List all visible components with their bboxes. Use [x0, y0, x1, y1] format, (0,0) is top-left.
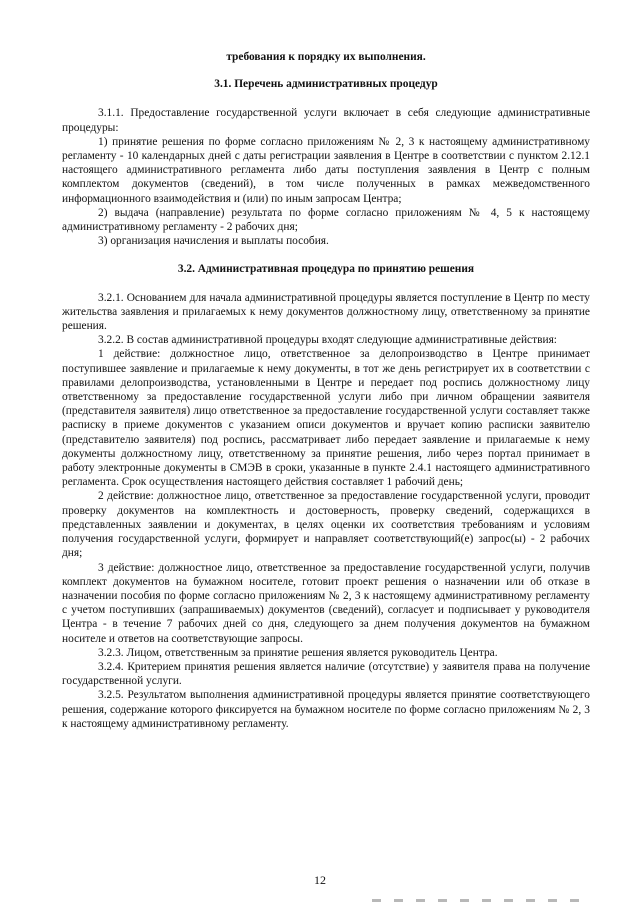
scan-edge-marks	[372, 899, 592, 902]
paragraph-3-2-2: 3.2.2. В состав административной процедуры входят следующие административные действия:	[98, 334, 557, 347]
page-number: 12	[314, 873, 326, 887]
paragraph-3-1-1: 3.1.1. Предоставление государственной услуги включает в себя следующие административные процедуры:	[62, 107, 590, 134]
action-2: 2 действие: должностное лицо, ответственное за предоставление государственной услуги, проводит проверку документов на комплектность и достоверность, проверку сведений, содержащихся в представленных заявлении и документах, в целях оценки их соответствия требованиям и условиям получения государственной услуги, формирует и направляет соответствующий(е) запрос(ы) - 2 рабочих дня;	[62, 490, 590, 560]
paragraph-3-2-3: 3.2.3. Лицом, ответственным за принятие решения является руководитель Центра.	[98, 646, 498, 659]
top-heading: требования к порядку их выполнения.	[226, 51, 426, 63]
section-2-body	[62, 291, 590, 731]
list-item-3: 3) организация начисления и выплаты пособия.	[98, 235, 329, 248]
paragraph-3-2-1: 3.2.1. Основанием для начала административной процедуры является поступление в Центр по месту жительства заявления и прилагаемых к нему документов должностному лицу, ответственному за принятие решения.	[62, 291, 590, 333]
list-item-1: 1) принятие решения по форме согласно приложениям № 2, 3 к настоящему административному регламенту - 10 календарных дней с даты регистрации заявления в Центре в соответствии с пунктом 2.12.1 настоящего административного регламента либо даты поступления заявления в Центр с полным комплектом документов (сведений), в том числе полученных в рамках межведомственного информационного взаимодействия и (или) по иным запросам Центра;	[62, 135, 590, 205]
section-1-title: 3.1. Перечень административных процедур	[214, 78, 438, 91]
section-1-body	[62, 106, 590, 248]
action-1: 1 действие: должностное лицо, ответственное за делопроизводство в Центре принимает поступившее заявление и прилагаемые к нему документы, в тот же день регистрирует их в соответствии с правилами делопроизводства, установленными в Центре и передает под роспись должностному лицу ответственному за предоставление государственной услуги либо при личном обращении заявителя (представителя заявителя) лицо ответственное за предоставление государственной услуги составляет также расписку в приеме документов с указанием описи документов и вручает копию расписки заявителю (представителю заявителя) под роспись, рассматривает либо передает заявление и прилагаемые к нему документы должностному лицу, ответственному за принятие решения, либо через портал принимает в работу электронные документы в СМЭВ в сроки, указанные в пункте 2.4.1 настоящего административного регламента. Срок осуществления настоящего действия составляет 1 рабочий день;	[62, 348, 590, 489]
section-2-title: 3.2. Административная процедура по принятию решения	[177, 263, 475, 276]
list-item-2: 2) выдача (направление) результата по форме согласно приложениям № 4, 5 к настоящему административному регламенту - 2 рабочих дня;	[62, 206, 590, 234]
document-page	[62, 50, 590, 731]
paragraph-3-2-5: 3.2.5. Результатом выполнения административной процедуры является принятие соответствующего решения, содержание которого фиксируется на бумажном носителе по форме согласно приложениям № 2, 3 к настоящему административному регламенту.	[62, 689, 590, 730]
paragraph-3-2-4: 3.2.4. Критерием принятия решения является наличие (отсутствие) у заявителя права на получение государственной услуги.	[62, 660, 590, 688]
action-3: 3 действие: должностное лицо, ответственное за предоставление государственной услуги, получив комплект документов на бумажном носителе, готовит проект решения о назначении или об отказе в назначении пособия по форме согласно приложениям № 2, 3 к настоящему административному регламенту с учетом поступивших (запрашиваемых) документов (сведений), согласует и подписывает у руководителя Центра - в течение 7 рабочих дней со дня, следующего за днем получения документов на бумажном носителе и ответов на соответствующие запросы.	[62, 561, 590, 645]
